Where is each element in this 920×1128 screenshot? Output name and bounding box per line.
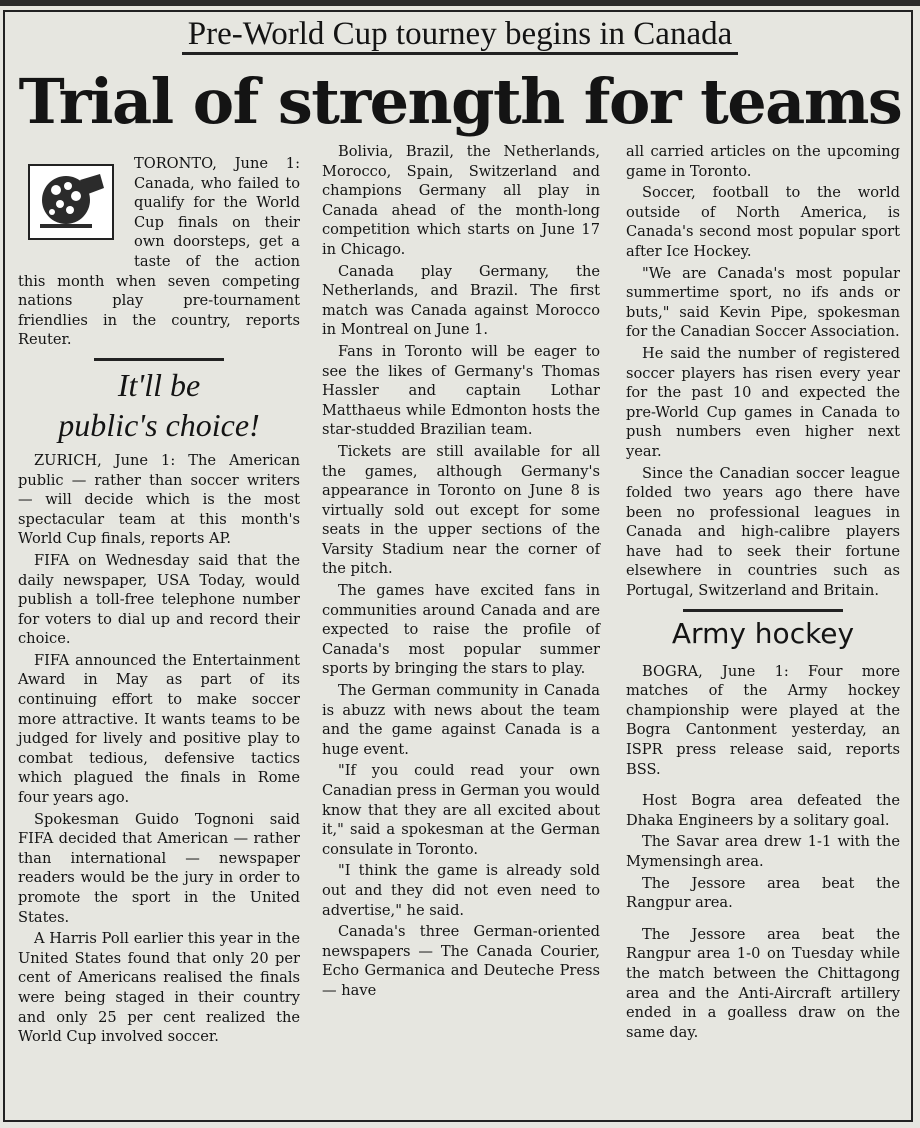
- world-cup-logo-icon: [28, 164, 114, 240]
- paragraph: Canada's three German-oriented newspapers — The Canada Courier, Echo Germanica and Deuteche Press — have: [322, 923, 600, 999]
- paragraph: BOGRA, June 1: Four more matches of the Army hockey championship were played at the Bogra Cantonment yesterday, an ISPR press release said, reports BSS.: [626, 662, 900, 778]
- kicker: [0, 14, 920, 54]
- paragraph: The German community in Canada is abuzz with news about the team and the game against Canada is a huge event.: [322, 682, 600, 758]
- paragraph: all carried articles on the upcoming game in Toronto.: [626, 143, 900, 180]
- paragraph: The Jessore area beat the Rangpur area.: [626, 874, 900, 912]
- headline: Trial of strength for teams: [18, 65, 902, 138]
- kicker-text: Pre-World Cup tourney begins in Canada: [182, 16, 738, 55]
- paragraph: "We are Canada's most popular summertime sport, no ifs ands or buts," said Kevin Pipe, spokesman for the Canadian Soccer Association.: [626, 264, 900, 341]
- spacer: [626, 915, 900, 925]
- column-2: [322, 142, 600, 1003]
- column-3: [626, 142, 900, 1044]
- paragraph: Fans in Toronto will be eager to see the likes of Germany's Thomas Hassler and captain Lothar Matthaeus while Edmonton hosts the star-studded Brazilian team.: [322, 342, 600, 439]
- paragraph: "I think the game is already sold out and they did not even need to advertise," he said.: [322, 862, 600, 919]
- spacer: [626, 781, 900, 791]
- subhead-rule: [94, 358, 224, 361]
- logo-wrap: [18, 156, 126, 268]
- paragraph: He said the number of registered soccer players has risen every year for the past 10 and expected the pre-World Cup games in Canada to push numbers even higher next year.: [626, 344, 900, 460]
- paragraph: The Jessore area beat the Rangpur area 1-0 on Tuesday while the match between the Chittagong area and the Anti-Aircraft artillery ended in a goalless draw on the same day.: [626, 925, 900, 1041]
- subhead-army-hockey: Army hockey: [671, 616, 855, 650]
- paragraph: Soccer, football to the world outside of North America, is Canada's second most popular sport after Ice Hockey.: [626, 184, 900, 260]
- paragraph: A Harris Poll earlier this year in the United States found that only 20 per cent of Americans realised the finals were being staged in their country and only 25 per cent realized the World Cup involved soccer.: [18, 930, 300, 1046]
- paragraph: Bolivia, Brazil, the Netherlands, Morocco, Spain, Switzerland and champions Germany all play in Canada ahead of the month-long competition which starts on June 17 in Chicago.: [322, 143, 600, 258]
- paragraph: Host Bogra area defeated the Dhaka Engineers by a solitary goal.: [626, 792, 900, 829]
- paragraph: "If you could read your own Canadian press in German you would know that they are all excited about it," said a spokesman at the German consulate in Toronto.: [322, 762, 600, 858]
- top-rule: [0, 0, 920, 6]
- paragraph: Spokesman Guido Tognoni said FIFA decided that American — rather than international — newspaper readers would be the jury in order to promote the sport in the United States.: [18, 810, 300, 926]
- subhead-publics-choice: [18, 365, 300, 445]
- paragraph: Since the Canadian soccer league folded two years ago there have been no professional leagues in Canada and high-calibre players have had to seek their fortune elsewhere in countries such as Portugal, Switzerland and Britain.: [626, 464, 900, 600]
- paragraph: FIFA announced the Entertainment Award in May as part of its continuing effort to make soccer more attractive. It wants teams to be judged for lively and positive play to combat tedious, defensive tactics which plagued the finals in Rome four years ago.: [18, 651, 300, 807]
- paragraph: The Savar area drew 1-1 with the Mymensingh area.: [626, 833, 900, 870]
- paragraph: ZURICH, June 1: The American public — rather than soccer writers — will decide which is the most spectacular team at this month's World Cup finals, reports AP.: [18, 451, 300, 548]
- subhead-line-1: It'll be: [117, 366, 201, 403]
- paragraph: Tickets are still available for all the games, although Germany's appearance in Toronto on June 8 is virtually sold out except for some seats in the upper sections of the Varsity Stadium near the corner of the pitch.: [322, 442, 600, 578]
- subhead-line-2: public's choice!: [58, 406, 260, 443]
- lede-paragraph: TORONTO, June 1: Canada, who failed to qualify for the World Cup finals on their own doorsteps, get a taste of the action this month when seven competing nations play pre-tournament friendlies in the country, reports Reuter.: [18, 155, 300, 349]
- paragraph: Canada play Germany, the Netherlands, and Brazil. The first match was Canada against Morocco in Montreal on June 1.: [322, 262, 600, 339]
- column-1: [18, 154, 300, 1049]
- subhead-rule: [683, 609, 843, 612]
- paragraph: FIFA on Wednesday said that the daily newspaper, USA Today, would publish a toll-free telephone number for voters to dial up and record their choice.: [18, 551, 300, 648]
- paragraph: The games have excited fans in communities around Canada and are expected to raise the profile of Canada's most popular summer sports by bringing the stars to play.: [322, 582, 600, 678]
